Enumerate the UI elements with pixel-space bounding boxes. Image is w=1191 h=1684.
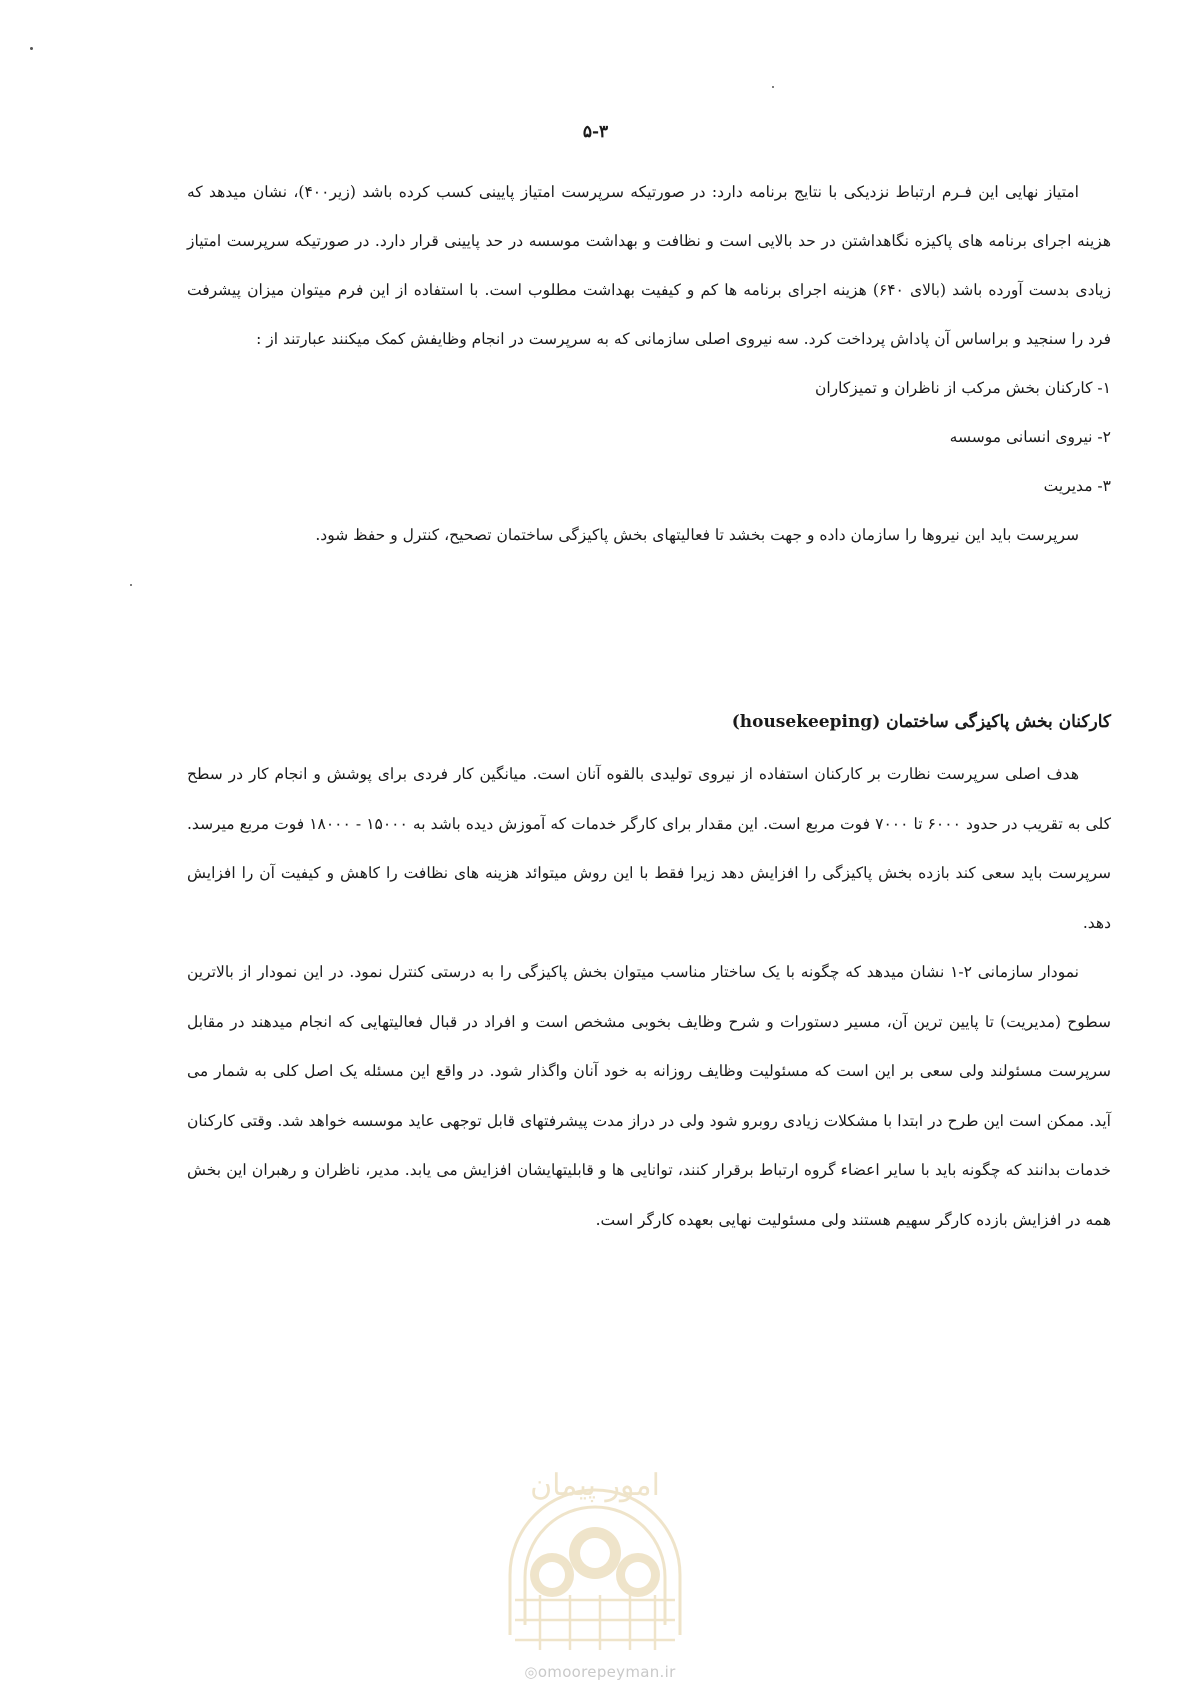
intro-paragraph: امتیاز نهایی این فـرم ارتباط نزدیکی با نتایج برنامه دارد: در صورتیکه سرپرست امتیاز پایینی کسب کرده باشد (زیر۴۰۰)، نشان میدهد که هزینه اجرای برنامه های پاکیزه نگاهداشتن در حد بالایی است و نظافت و بهداشت موسسه در حد پایینی قرار دارد. در صورتیکه سرپرست امتیاز زیادی بدست آورده باشد (بالای ۶۴۰) هزینه اجرای برنامه ها کم و کیفیت بهداشت مطلوب است. با استفاده از این فرم میتوان میزان پیشرفت فرد را سنجید و براساس آن پاداش پرداخت کرد. سه نیروی اصلی سازمانی که به سرپرست در انجام وظایفش کمک میکنند عبارتند از : (187, 183, 1111, 348)
scan-speck (772, 86, 774, 88)
list-item-2: ۲- نیروی انسانی موسسه (949, 428, 1111, 446)
list-item-3: ۳- مدیریت (1043, 477, 1111, 495)
housekeeping-section (187, 750, 1111, 1245)
section-paragraph-1: هدف اصلی سرپرست نظارت بر کارکنان استفاده از نیروی تولیدی بالقوه آنان است. میانگین کار فردی برای پوشش و انجام کار در سطح کلی به تقریب در حدود ۶۰۰۰ تا ۷۰۰۰ فوت مربع است. این مقدار برای کارگر خدمات که آموزش دیده باشد به ۱۵۰۰۰ - ۱۸۰۰۰ فوت مربع میرسد. سرپرست باید سعی کند بازده بخش پاکیزگی را افزایش دهد زیرا فقط با این روش میتوائد هزینه های نظافت را کاهش و کیفیت آن را افزایش دهد. (187, 765, 1111, 932)
page-number: ۵-۳ (582, 122, 609, 142)
section-heading: کارکنان بخش پاکیزگی ساختمان (housekeeping) (731, 712, 1111, 732)
section-paragraph-2: نمودار سازمانی ۲-۱ نشان میدهد که چگونه با یک ساختار مناسب میتوان بخش پاکیزگی را به درستی کنترل نمود. در این نمودار از بالاترین سطوح (مدیریت) تا پایین ترین آن، مسیر دستورات و شرح وظایف بخوبی مشخص است و افراد در قبال فعالیتهایی که انجام میدهند در مقابل سرپرست مسئولند ولی سعی بر این است که مسئولیت وظایف روزانه به خود آنان واگذار شود. در واقع این مسئله یک اصل کلی به شمار می آید. ممکن است این طرح در ابتدا با مشکلات زیادی روبرو شود ولی در دراز مدت پیشرفتهای قابل توجهی عاید موسسه خواهد شد. وقتی کارکنان خدمات بدانند که چگونه باید با سایر اعضاء گروه ارتباط برقرار کنند، توانایی ها و قابلیتهایشان افزایش می یابد. مدیر، ناظران و رهبران این بخش همه در افزایش بازده کارگر سهیم هستند ولی مسئولیت نهایی بعهده کارگر است. (187, 963, 1111, 1229)
watermark-url-text: omoorepeyman.ir (537, 1663, 676, 1681)
scan-speck (130, 584, 132, 586)
globe-icon: ◎ (524, 1663, 538, 1681)
list-item-1: ۱- کارکنان بخش مرکب از ناظران و تمیزکاران (814, 379, 1111, 397)
watermark-url (490, 1663, 710, 1681)
watermark-logo (490, 1425, 700, 1665)
watermark-logo-text: امور پیمان (530, 1468, 660, 1503)
intro-section (187, 168, 1111, 560)
after-list-paragraph: سرپرست باید این نیروها را سازمان داده و جهت بخشد تا فعالیتهای بخش پاکیزگی ساختمان تصحیح، کنترل و حفظ شود. (315, 526, 1079, 544)
scan-speck (30, 47, 33, 50)
